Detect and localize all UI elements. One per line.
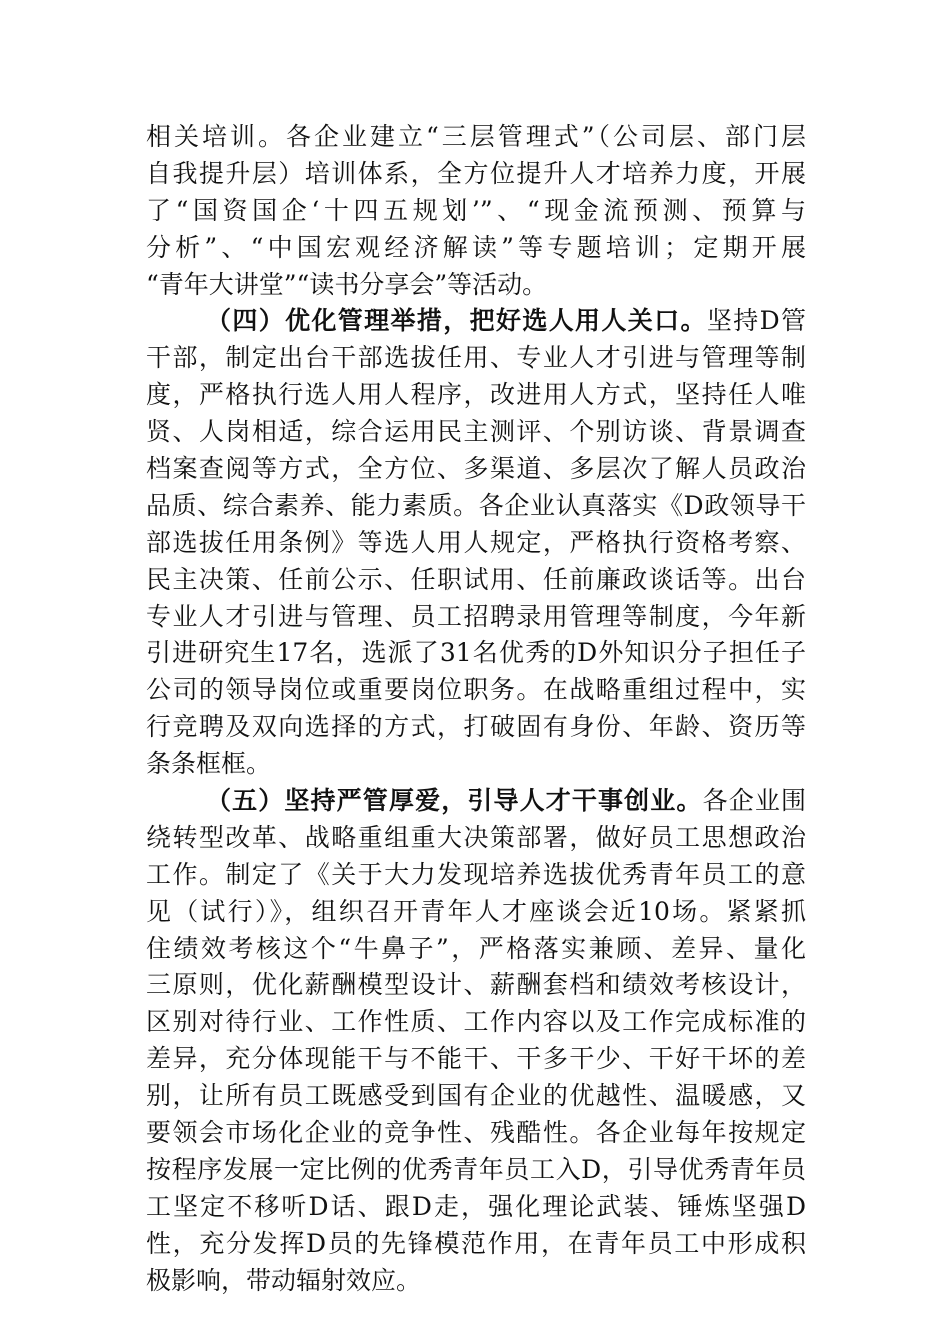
- paragraph-line-text: 各企业围: [702, 786, 806, 816]
- paragraph-line: 三原则，优化薪酬模型设计、薪酬套档和绩效考核设计，: [146, 970, 806, 1000]
- paragraph-line: 住绩效考核这个“牛鼻子”，严格落实兼顾、差异、量化: [146, 933, 806, 963]
- paragraph-line: 民主决策、任前公示、任职试用、任前廉政谈话等。出台: [146, 564, 806, 594]
- paragraph-training: [146, 119, 806, 303]
- paragraph-line: 性，充分发挥D员的先锋模范作用，在青年员工中形成积: [146, 1228, 806, 1258]
- paragraph-line: 品质、综合素养、能力素质。各企业认真落实《D政领导干: [146, 490, 806, 520]
- paragraph-line: 相关培训。各企业建立“三层管理式”（公司层、部门层: [146, 122, 806, 151]
- paragraph-line: 引进研究生17名，选派了31名优秀的D外知识分子担任子: [146, 638, 806, 668]
- paragraph-line: 贤、人岗相适，综合运用民主测评、个别访谈、背景调查: [146, 417, 806, 447]
- paragraph-line: 绕转型改革、战略重组重大决策部署，做好员工思想政治: [146, 822, 806, 852]
- paragraph-line: 工作。制定了《关于大力发现培养选拔优秀青年员工的意: [146, 859, 806, 889]
- paragraph-line-text: 坚持D管: [706, 306, 806, 336]
- paragraph-line: 差异，充分体现能干与不能干、干多干少、干好干坏的差: [146, 1044, 806, 1074]
- paragraph-line: 档案查阅等方式，全方位、多渠道、多层次了解人员政治: [146, 454, 806, 484]
- paragraph-line: 区别对待行业、工作性质、工作内容以及工作完成标准的: [146, 1007, 806, 1037]
- paragraph-line: 行竞聘及双向选择的方式，打破固有身份、年龄、资历等: [146, 712, 806, 742]
- paragraph-first-line: [146, 783, 806, 820]
- document-body: [146, 119, 806, 1300]
- paragraph-line: 公司的领导岗位或重要岗位职务。在战略重组过程中，实: [146, 675, 806, 705]
- paragraph-line: 了“国资国企‘十四五规划’”、“现金流预测、预算与: [146, 195, 806, 225]
- paragraph-line: 见（试行）》，组织召开青年人才座谈会近10场。紧紧抓: [146, 896, 806, 926]
- paragraph-line: 度，严格执行选人用人程序，改进用人方式，坚持任人唯: [146, 380, 806, 410]
- paragraph-line: 条条框框。: [146, 749, 272, 779]
- paragraph-first-line: [146, 303, 806, 340]
- paragraph-line: 工坚定不移听D话、跟D走，强化理论武装、锤炼坚强D: [146, 1191, 806, 1221]
- paragraph-line: 自我提升层）培训体系，全方位提升人才培养力度，开展: [146, 158, 806, 188]
- paragraph-line: “青年大讲堂”“读书分享会”等活动。: [146, 269, 548, 299]
- paragraph-line: 干部，制定出台干部选拔任用、专业人才引进与管理等制: [146, 343, 806, 373]
- paragraph-line: 别，让所有员工既感受到国有企业的优越性、温暖感，又: [146, 1081, 806, 1111]
- paragraph-management: [146, 303, 806, 783]
- section-heading-five: （五）坚持严管厚爱，引导人才干事创业。: [206, 786, 703, 816]
- paragraph-line: 分析”、“中国宏观经济解读”等专题培训；定期开展: [146, 232, 806, 262]
- paragraph-talent-care: [146, 783, 806, 1299]
- paragraph-line: 极影响，带动辐射效应。: [146, 1265, 422, 1295]
- paragraph-line: 要领会市场化企业的竞争性、残酷性。各企业每年按规定: [146, 1118, 806, 1148]
- section-heading-four: （四）优化管理举措，把好选人用人关口。: [206, 306, 707, 336]
- paragraph-line: 按程序发展一定比例的优秀青年员工入D，引导优秀青年员: [146, 1154, 806, 1184]
- paragraph-line: 专业人才引进与管理、员工招聘录用管理等制度，今年新: [146, 601, 806, 631]
- paragraph-line: 部选拔任用条例》等选人用人规定，严格执行资格考察、: [146, 527, 806, 557]
